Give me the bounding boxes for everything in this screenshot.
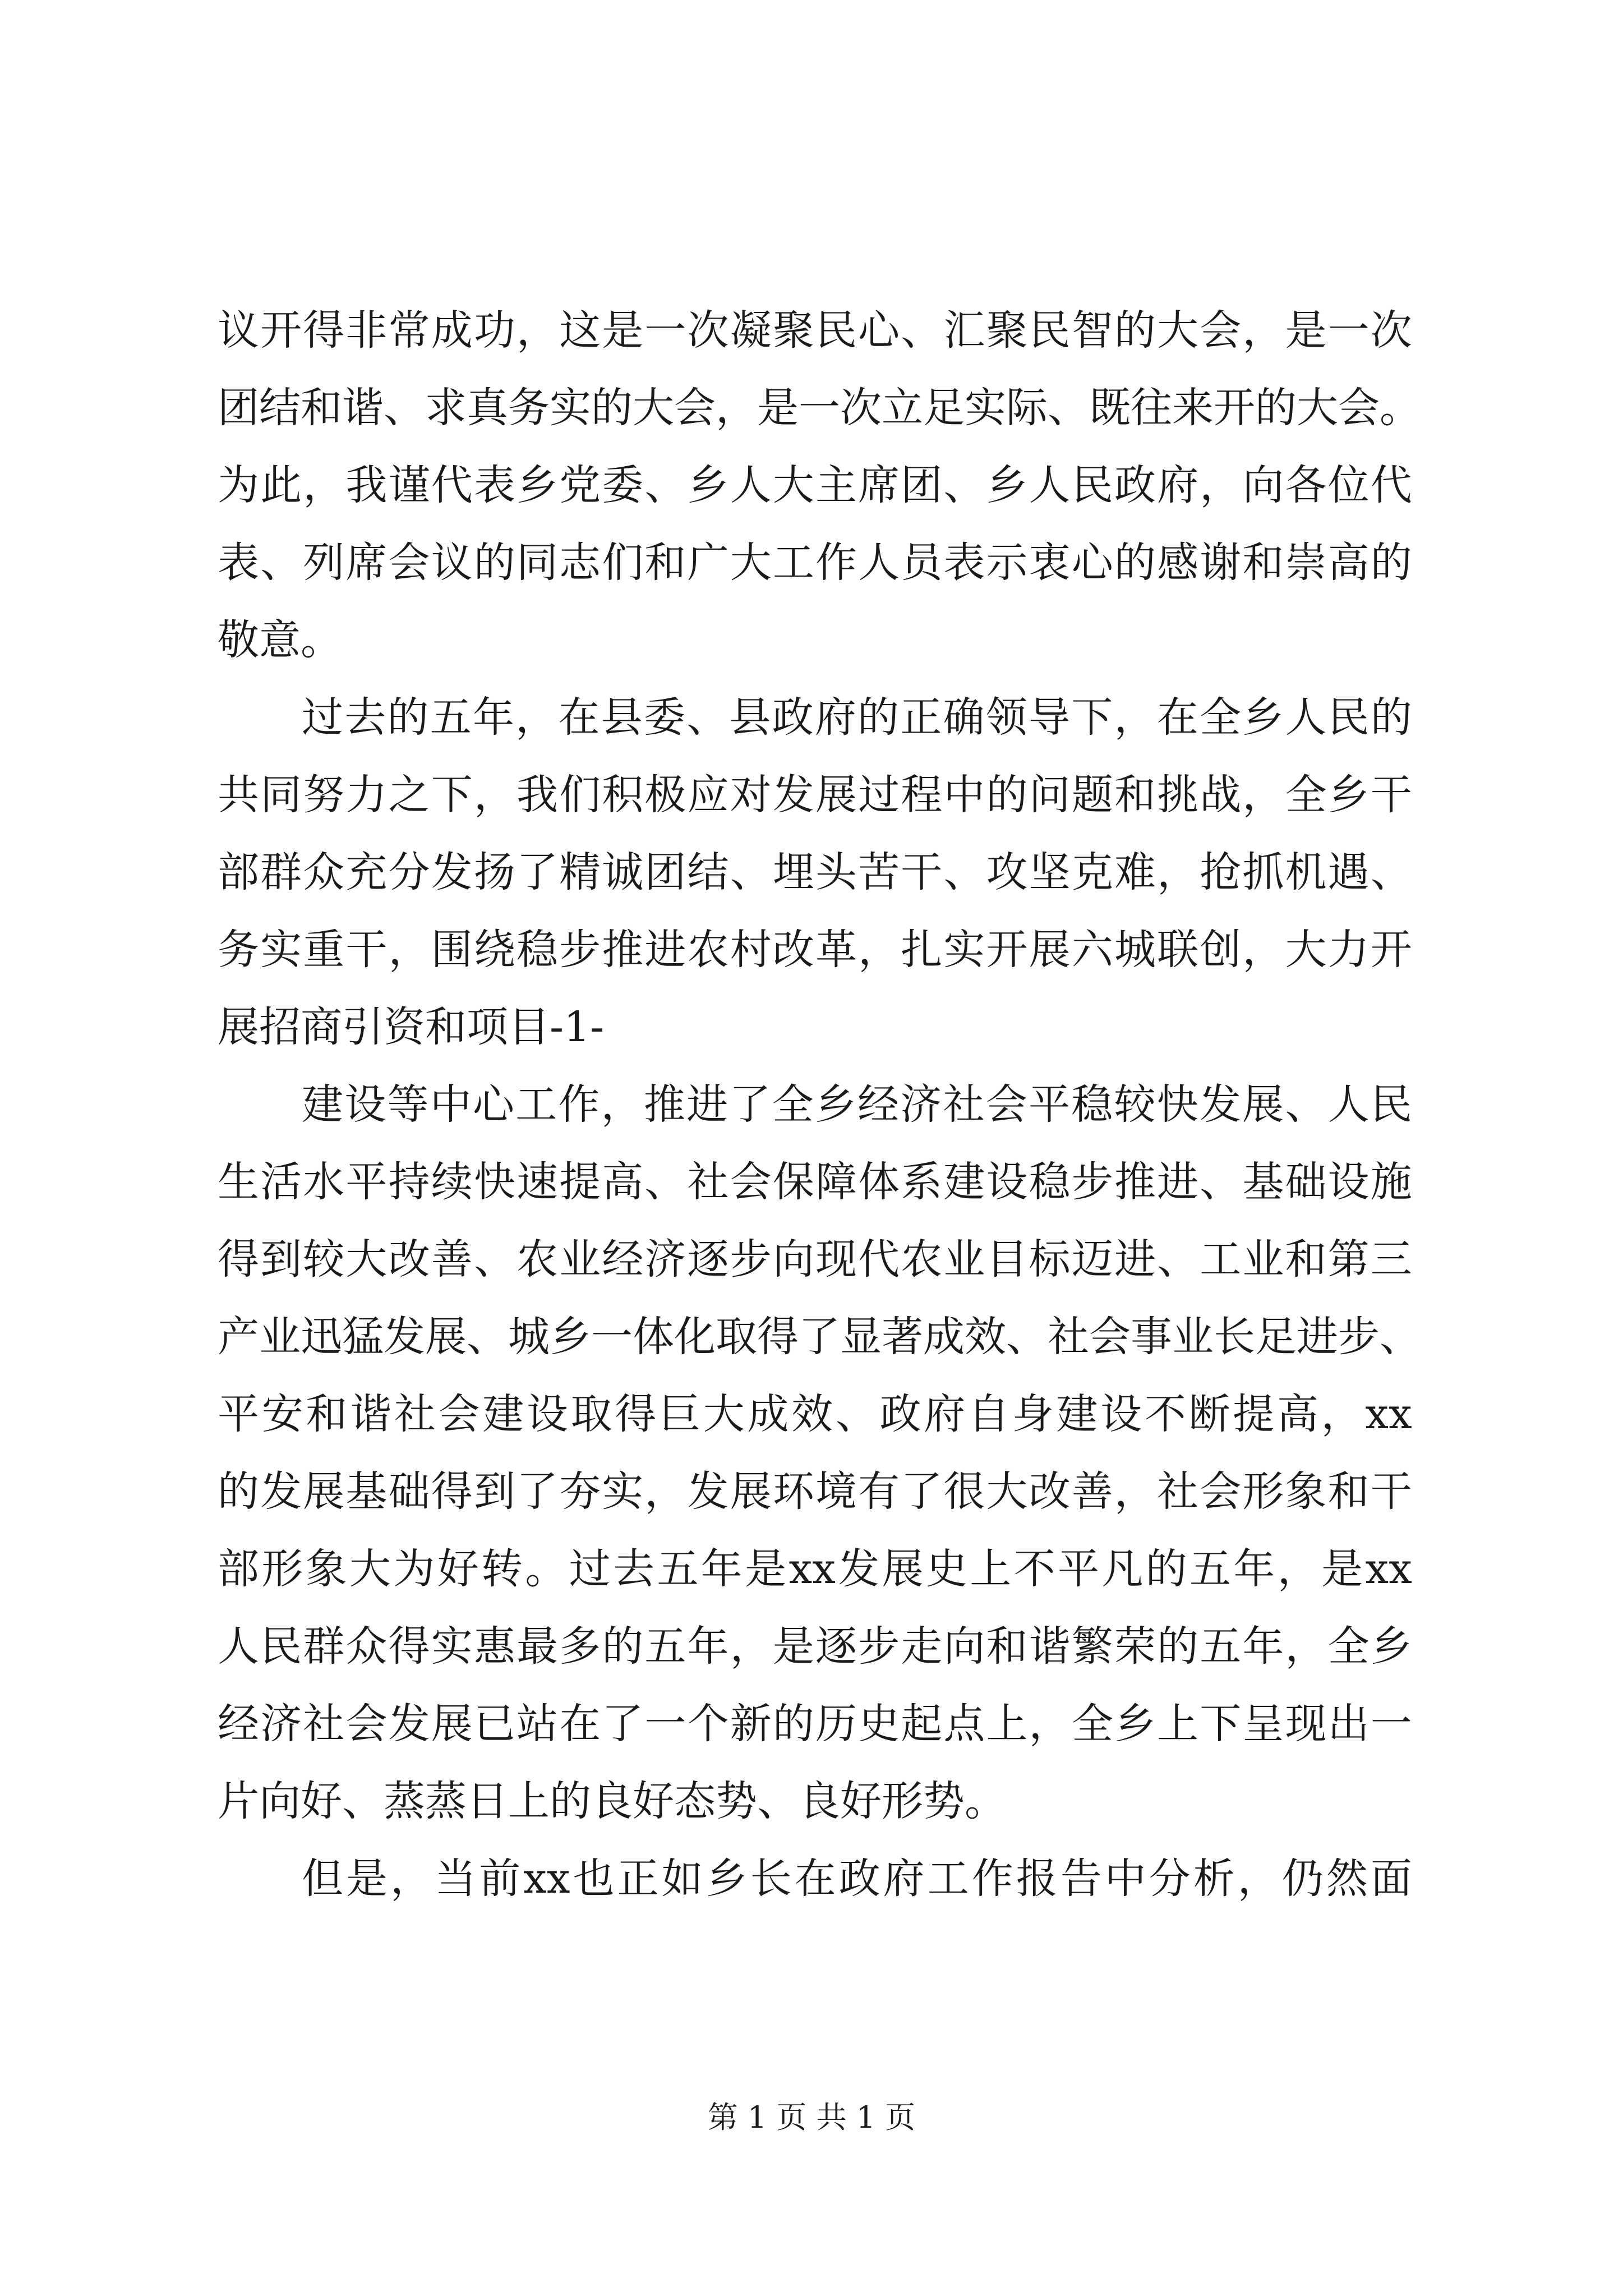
text-line: 为 此 ， 我 谨 代 表 乡 党 委 、 乡 人 大 主 席 团 、 乡 人 民 政 府 ， 向 各 位 代 — [218, 461, 1412, 509]
text-line: 展招商引资和项目-1- — [218, 1003, 605, 1051]
text-line: 但 是 ， 当 前 xx 也 正 如 乡 长 在 政 府 工 作 报 告 中 分 析 ， 仍 然 面 — [302, 1855, 1412, 1903]
text-line: 部 形 象 大 为 好 转 。 过 去 五 年 是 xx 发 展 史 上 不 平 凡 的 五 年 ， 是 xx — [218, 1545, 1412, 1593]
text-line: 经 济 社 会 发 展 已 站 在 了 一 个 新 的 历 史 起 点 上 ， 全 乡 上 下 呈 现 出 一 — [218, 1700, 1412, 1748]
text-line: 建 设 等 中 心 工 作 ， 推 进 了 全 乡 经 济 社 会 平 稳 较 快 发 展 、 人 民 — [302, 1080, 1412, 1129]
text-line: 议 开 得 非 常 成 功 ， 这 是 一 次 凝 聚 民 心 、 汇 聚 民 智 的 大 会 ， 是 一 次 — [218, 306, 1412, 355]
text-line: 平 安 和 谐 社 会 建 设 取 得 巨 大 成 效 、 政 府 自 身 建 设 不 断 提 高 ， xx — [218, 1390, 1412, 1438]
text-line: 产 业 迅 猛 发 展 、 城 乡 一 体 化 取 得 了 显 著 成 效 、 社 会 事 业 长 足 进 步 、 — [218, 1313, 1421, 1361]
text-line: 敬意。 — [218, 616, 342, 664]
text-line: 务 实 重 干 ， 围 绕 稳 步 推 进 农 村 改 革 ， 扎 实 开 展 六 城 联 创 ， 大 力 开 — [218, 926, 1412, 974]
text-line: 得 到 较 大 改 善 、 农 业 经 济 逐 步 向 现 代 农 业 目 标 迈 进 、 工 业 和 第 三 — [218, 1235, 1412, 1283]
text-line: 人 民 群 众 得 实 惠 最 多 的 五 年 ， 是 逐 步 走 向 和 谐 繁 荣 的 五 年 ， 全 乡 — [218, 1622, 1412, 1671]
text-line: 表 、 列 席 会 议 的 同 志 们 和 广 大 工 作 人 员 表 示 衷 心 的 感 谢 和 崇 高 的 — [218, 539, 1412, 587]
text-line: 过 去 的 五 年 ， 在 县 委 、 县 政 府 的 正 确 领 导 下 ， 在 全 乡 人 民 的 — [302, 693, 1412, 742]
text-line: 团 结 和 谐 、 求 真 务 实 的 大 会 ， 是 一 次 立 足 实 际 、 既 往 来 开 的 大 会 。 — [218, 384, 1421, 432]
page-footer: 第 1 页 共 1 页 — [707, 2100, 916, 2135]
document-body — [218, 292, 1421, 1917]
text-line: 的 发 展 基 础 得 到 了 夯 实 ， 发 展 环 境 有 了 很 大 改 善 ， 社 会 形 象 和 干 — [218, 1467, 1412, 1516]
text-line: 部 群 众 充 分 发 扬 了 精 诚 团 结 、 埋 头 苦 干 、 攻 坚 克 难 ， 抢 抓 机 遇 、 — [218, 848, 1412, 896]
text-line: 片向好、蒸蒸日上的良好态势、良好形势。 — [218, 1777, 1006, 1825]
text-line: 生 活 水 平 持 续 快 速 提 高 、 社 会 保 障 体 系 建 设 稳 步 推 进 、 基 础 设 施 — [218, 1158, 1412, 1206]
text-line: 共 同 努 力 之 下 ， 我 们 积 极 应 对 发 展 过 程 中 的 问 题 和 挑 战 ， 全 乡 干 — [218, 771, 1412, 819]
